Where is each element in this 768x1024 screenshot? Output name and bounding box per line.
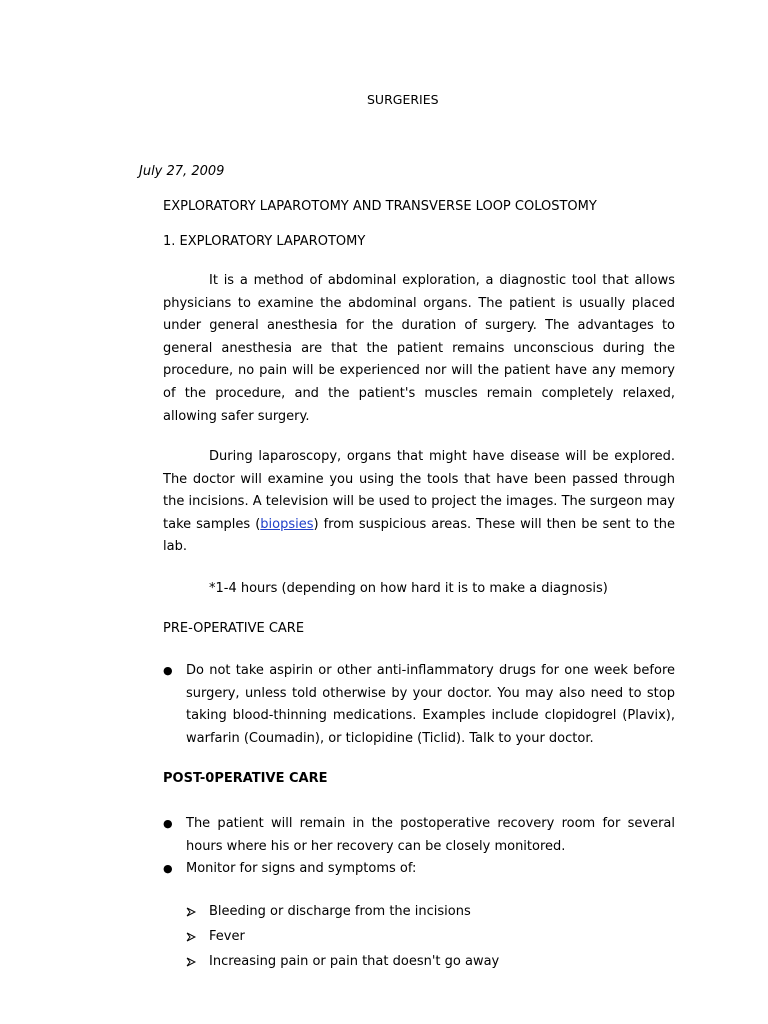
list-item-text: Increasing pain or pain that doesn't go away: [209, 954, 500, 969]
document-title: SURGERIES: [367, 92, 439, 107]
list-item-text: Fever: [209, 929, 245, 944]
paragraph-method-description: [163, 270, 675, 428]
list-item-text: The patient will remain in the postoperative recovery room for several hours where his or her recovery can be closely monitored.: [186, 816, 675, 854]
list-item: [163, 660, 675, 750]
list-item: [186, 902, 499, 927]
preop-list: [163, 660, 675, 750]
list-item: [186, 952, 499, 977]
preop-heading: PRE-OPERATIVE CARE: [163, 621, 305, 636]
paragraph-text: It is a method of abdominal exploration, a diagnostic tool that allows physicians to examine the abdominal organs. The patient is usually placed under general anesthesia for the duration of surgery. The advantages to general anesthesia are that the patient remains unconscious during the procedure, no pain will be experienced nor will the patient have any memory of the procedure, and the patient's muscles remain completely relaxed, allowing safer surgery.: [163, 273, 675, 424]
biopsies-link[interactable]: biopsies: [260, 516, 314, 532]
list-item: [186, 927, 499, 952]
list-item-text: Do not take aspirin or other anti-inflammatory drugs for one week before surgery, unless told otherwise by your doctor. You may also need to stop taking blood-thinning medications. Examples include clopidogrel (Plavix), warfarin (Coumadin), or ticlopidine (Ticlid). Talk to your doctor.: [186, 663, 675, 746]
list-item-text: Bleeding or discharge from the incisions: [209, 904, 471, 919]
bullet-dot-icon: ●: [163, 862, 173, 876]
duration-note: *1-4 hours (depending on how hard it is to make a diagnosis): [209, 581, 608, 596]
list-item: [163, 858, 675, 881]
paragraph-text-after-link: ) from suspicious areas. These will then be sent to the lab.: [163, 516, 675, 555]
list-item: [163, 813, 675, 858]
arrow-bullet-icon: [186, 932, 196, 942]
paragraph-laparoscopy: [163, 446, 675, 559]
document-date: July 27, 2009: [139, 164, 225, 179]
main-heading: EXPLORATORY LAPAROTOMY AND TRANSVERSE LOOP COLOSTOMY: [163, 199, 597, 214]
symptom-list: [186, 902, 499, 977]
bullet-dot-icon: ●: [163, 664, 173, 677]
bullet-dot-icon: ●: [163, 817, 173, 830]
paragraph-text-before-link: During laparoscopy, organs that might have disease will be explored. The doctor will examine you using the tools that have been passed through the incisions. A television will be used to project the images. The surgeon may take samples (: [163, 449, 675, 532]
list-item-text: Monitor for signs and symptoms of:: [186, 861, 417, 877]
arrow-bullet-icon: [186, 957, 196, 967]
arrow-bullet-icon: [186, 907, 196, 917]
postop-heading: POST-0PERATIVE CARE: [163, 771, 328, 786]
section-heading-exploratory-laparotomy: 1. EXPLORATORY LAPAROTOMY: [163, 234, 366, 249]
postop-list: [163, 813, 675, 881]
